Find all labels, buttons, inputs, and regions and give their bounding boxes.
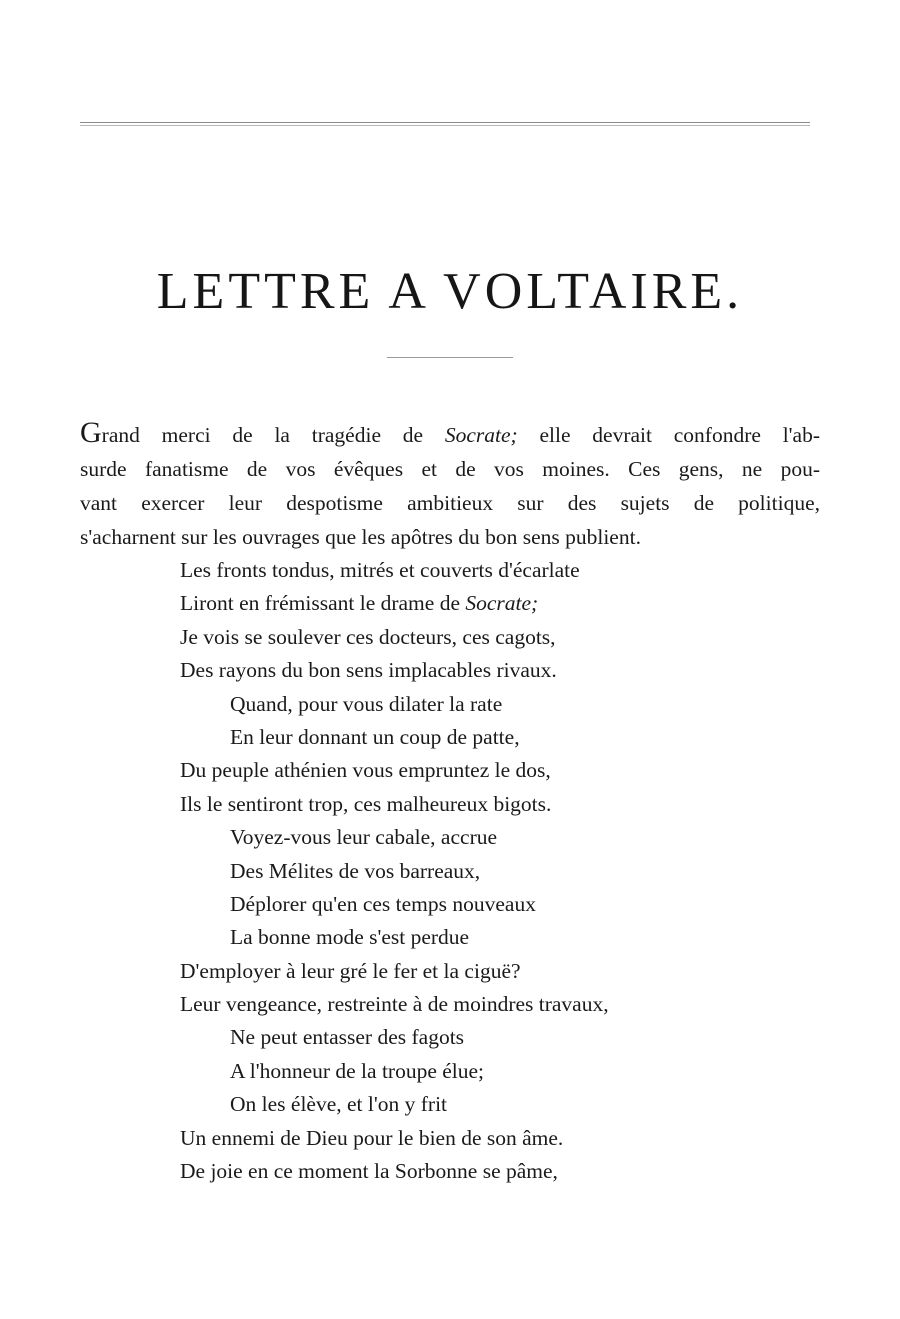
- italic-title: Socrate;: [444, 423, 518, 447]
- poem-line: [0, 621, 900, 654]
- poem-line: [0, 1122, 900, 1155]
- line-text: D'employer à leur gré le fer et la ciguë?: [180, 958, 521, 983]
- poem-line: [0, 888, 900, 921]
- line-text: vant exercer leur despotisme ambitieux sur des sujets de politique,: [80, 491, 820, 515]
- poem-line: [0, 1055, 900, 1088]
- line-text: rand merci de la tragédie de: [101, 423, 445, 447]
- page-title: LETTRE A VOLTAIRE.: [156, 263, 744, 320]
- line-text: Un ennemi de Dieu pour le bien de son âme.: [180, 1125, 564, 1150]
- line-text: Du peuple athénien vous empruntez le dos,: [180, 758, 551, 783]
- line-text: Des rayons du bon sens implacables rivaux.: [180, 658, 557, 683]
- title-underline: [387, 357, 513, 358]
- poem-line: [0, 788, 900, 821]
- poem-line: [0, 988, 900, 1021]
- letter-paragraph: [80, 418, 820, 554]
- poem-line: [0, 1021, 900, 1054]
- line-text: Ils le sentiront trop, ces malheureux bigots.: [180, 791, 552, 816]
- poem-line: [0, 1088, 900, 1121]
- poem-line: [0, 821, 900, 854]
- italic-title: Socrate;: [465, 591, 539, 616]
- line-text: A l'honneur de la troupe élue;: [230, 1058, 485, 1083]
- poem-line: [0, 1155, 900, 1188]
- line-text: surde fanatisme de vos évêques et de vos moines. Ces gens, ne pou-: [80, 457, 820, 481]
- poem-line: [0, 754, 900, 787]
- paragraph-line: [80, 486, 820, 520]
- poem-line: [0, 855, 900, 888]
- line-text: En leur donnant un coup de patte,: [230, 724, 520, 749]
- poem-line: [0, 654, 900, 687]
- line-text: s'acharnent sur les ouvrages que les apôtres du bon sens publient.: [80, 525, 641, 549]
- line-text: Leur vengeance, restreinte à de moindres travaux,: [180, 992, 609, 1017]
- line-text: Je vois se soulever ces docteurs, ces cagots,: [180, 624, 556, 649]
- line-text: La bonne mode s'est perdue: [230, 925, 470, 950]
- poem-line: [0, 554, 900, 587]
- poem-line: [0, 955, 900, 988]
- poem-line: [0, 688, 900, 721]
- line-text: Déplorer qu'en ces temps nouveaux: [230, 891, 536, 916]
- paragraph-line: [80, 520, 820, 554]
- line-text: Quand, pour vous dilater la rate: [230, 691, 503, 716]
- line-text: Des Mélites de vos barreaux,: [230, 858, 481, 883]
- line-text: elle devrait confondre l'ab-: [517, 423, 820, 447]
- line-text: De joie en ce moment la Sorbonne se pâme,: [180, 1159, 558, 1184]
- poem-line: [0, 587, 900, 620]
- poem-line: [0, 721, 900, 754]
- line-text: Liront en frémissant le drame de: [180, 591, 466, 616]
- line-text: On les élève, et l'on y frit: [230, 1092, 448, 1117]
- line-text: Les fronts tondus, mitrés et couverts d'écarlate: [180, 558, 580, 582]
- paragraph-line: [80, 452, 820, 486]
- poem-line: [0, 921, 900, 954]
- drop-cap: G: [80, 416, 102, 449]
- line-text: Voyez-vous leur cabale, accrue: [230, 825, 498, 850]
- paragraph-line: [80, 418, 820, 452]
- line-text: Ne peut entasser des fagots: [230, 1025, 465, 1050]
- poem: [0, 554, 900, 1188]
- header-rule: [80, 122, 810, 126]
